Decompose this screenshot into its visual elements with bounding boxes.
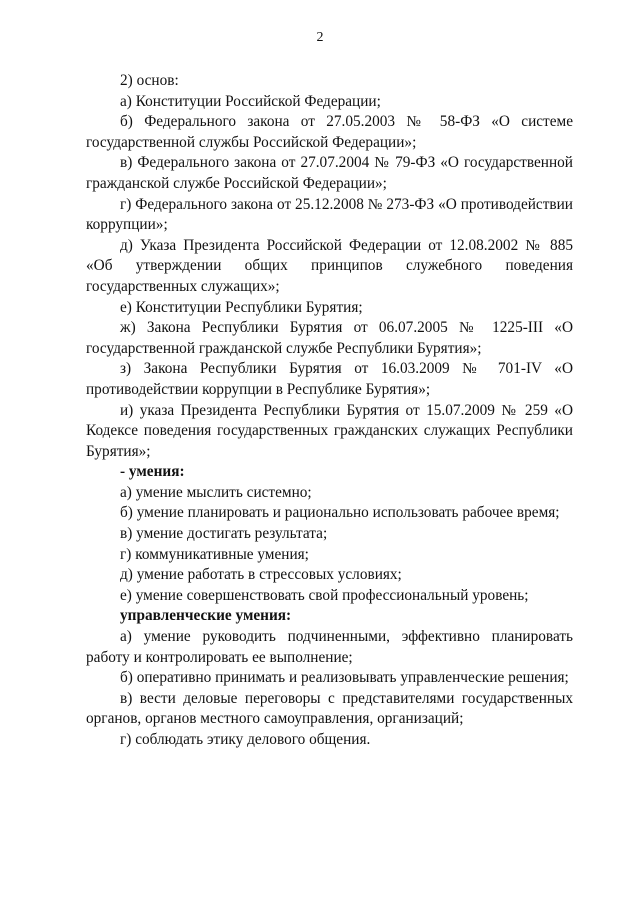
paragraph-skill-improvement: е) умение совершенствовать свой профессиональный уровень; [120, 586, 529, 604]
paragraph-mgmt-ethics: г) соблюдать этику делового общения. [120, 731, 371, 748]
section-heading-skills: - умения: [120, 463, 185, 481]
section-heading-management-skills: управленческие умения: [120, 607, 292, 625]
paragraph-decree-259: и) указа Президента Республики Бурятия от 15.07.2009 № 259 «О Кодексе поведения государственных гражданских служащих Республики Бурятия»; [86, 401, 573, 460]
paragraph-skill-planning: б) умение планировать и рационально использовать рабочее время; [120, 504, 560, 522]
paragraph-law-701: з) Закона Республики Бурятия от 16.03.2009 № 701-IV «О противодействии коррупции в Республике Бурятия»; [86, 360, 573, 398]
page-number: 2 [316, 30, 324, 45]
paragraph-law-273fz: г) Федерального закона от 25.12.2008 № 273-ФЗ «О противодействии коррупции»; [86, 195, 573, 234]
paragraph-skill-results: в) умение достигать результата; [120, 525, 328, 543]
paragraph-decree-885: д) Указа Президента Российской Федерации от 12.08.2002 № 885 «Об утверждении общих принципов служебного поведения государственных служащих»; [86, 236, 573, 295]
paragraph-law-79fz: в) Федерального закона от 27.07.2004 № 79-ФЗ «О государственной гражданской службе Российской Федерации»; [86, 154, 573, 192]
paragraph-basics-heading: 2) основ: [120, 72, 179, 89]
paragraph-constitution-buryatia: е) Конституции Республики Бурятия; [120, 298, 363, 316]
paragraph-mgmt-negotiations: в) вести деловые переговоры с представителями государственных органов, органов местного самоуправления, организаций; [86, 689, 573, 728]
paragraph-mgmt-decisions: б) оперативно принимать и реализовывать управленческие решения; [120, 669, 569, 687]
paragraph-law-1225: ж) Закона Республики Бурятия от 06.07.2005 № 1225-III «О государственной гражданской службе Республики Бурятия»; [86, 319, 573, 357]
paragraph-skill-stress: д) умение работать в стрессовых условиях; [120, 566, 402, 584]
paragraph-law-58fz: б) Федерального закона от 27.05.2003 № 58-ФЗ «О системе государственной службы Российской Федерации»; [86, 113, 573, 151]
paragraph-mgmt-lead: а) умение руководить подчиненными, эффективно планировать работу и контролировать ее выполнение; [86, 628, 573, 666]
paragraph-skill-communication: г) коммуникативные умения; [120, 545, 309, 563]
document-body [86, 71, 573, 751]
paragraph-skill-systemic: а) умение мыслить системно; [120, 483, 312, 501]
paragraph-constitution-rf: а) Конституции Российской Федерации; [120, 92, 381, 110]
